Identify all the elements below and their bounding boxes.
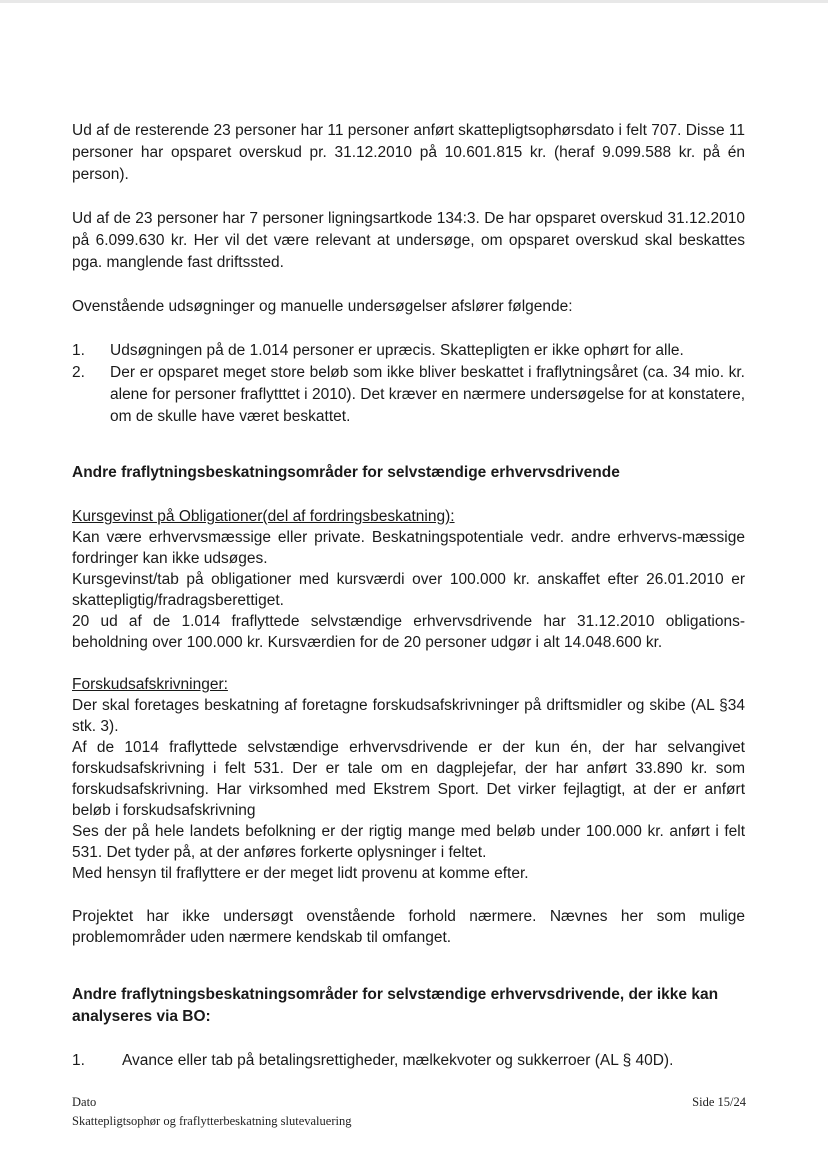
list-number: 1. <box>72 342 85 359</box>
list-text: Udsøgningen på de 1.014 personer er upræcis. Skattepligten er ikke ophørt for alle. <box>110 342 684 359</box>
list-number: 2. <box>72 364 85 381</box>
list-text: Avance eller tab på betalingsrettigheder, mælkekvoter og sukkerroer (AL § 40D). <box>122 1052 674 1069</box>
other-areas-list <box>72 1050 745 1072</box>
forskud-line-3: Ses der på hele landets befolkning er der rigtig mange med beløb under 100.000 kr. anført i felt 531. Det tyder på, at der anføres forkerte oplysninger i feltet. <box>72 823 745 861</box>
kursgevinst-line-1: Kan være erhvervsmæssige eller private. Beskatningspotentiale vedr. andre erhvervs-mæssige fordringer kan ikke udsøges. <box>72 529 745 567</box>
forskud-section <box>72 674 745 884</box>
kursgevinst-line-2: Kursgevinst/tab på obligationer med kursværdi over 100.000 kr. anskaffet efter 26.01.2010 er skattepligtig/fradragsberettiget. <box>72 571 745 609</box>
section-heading: Andre fraflytningsbeskatningsområder for selvstændige erhvervsdrivende <box>72 464 620 481</box>
forskud-line-4: Med hensyn til fraflyttere er der meget lidt provenu at komme efter. <box>72 865 529 882</box>
paragraph-1: Ud af de resterende 23 personer har 11 personer anført skattepligtsophørsdato i felt 707. Disse 11 personer har opsparet overskud pr. 31.12.2010 på 10.601.815 kr. (heraf 9.099.588 kr. på én person). <box>72 122 745 183</box>
list-number: 1. <box>72 1052 85 1069</box>
section-heading-2: Andre fraflytningsbeskatningsområder for selvstændige erhvervsdrivende, der ikke kan analyseres via BO: <box>72 986 719 1025</box>
kursgevinst-section <box>72 506 745 653</box>
footer-page-number: Side 15/24 <box>692 1095 746 1109</box>
footer-date-label: Dato <box>72 1095 97 1109</box>
document-page <box>72 120 745 1094</box>
paragraph-2: Ud af de 23 personer har 7 personer ligningsartkode 134:3. De har opsparet overskud 31.12.2010 på 6.099.630 kr. Her vil det være relevant at undersøge, om opsparet overskud skal beskattes pga. manglende fast driftssted. <box>72 210 745 271</box>
paragraph-3: Ovenstående udsøgninger og manuelle undersøgelser afslører følgende: <box>72 298 573 315</box>
footer-left <box>72 1093 351 1131</box>
forskud-line-2: Af de 1014 fraflyttede selvstændige erhvervsdrivende er der kun én, der har selvangivet forskudsafskrivning i felt 531. Der er tale om en dagplejefar, der har anført 33.890 kr. som forskudsafskrivning. Har virksomhed med Ekstrem Sport. Det virker fejlagtigt, at der er anført beløb i forskudsafskrivning <box>72 739 745 819</box>
forskud-line-1: Der skal foretages beskatning af foretagne forskudsafskrivninger på driftsmidler og skibe (AL §34 stk. 3). <box>72 697 745 735</box>
findings-list <box>72 340 745 428</box>
page-top-edge <box>0 0 828 3</box>
kursgevinst-title: Kursgevinst på Obligationer(del af fordringsbeskatning): <box>72 508 455 525</box>
list-item <box>72 362 745 428</box>
kursgevinst-line-3: 20 ud af de 1.014 fraflyttede selvstændige erhvervsdrivende har 31.12.2010 obligations-beholdning over 100.000 kr. Kursværdien for de 20 personer udgør i alt 14.048.600 kr. <box>72 613 745 651</box>
footer-document-title: Skattepligtsophør og fraflytterbeskatning slutevaluering <box>72 1114 352 1128</box>
paragraph-4: Projektet har ikke undersøgt ovenstående forhold nærmere. Nævnes her som mulige problemområder uden nærmere kendskab til omfanget. <box>72 908 745 946</box>
list-item <box>72 1050 745 1072</box>
list-item <box>72 340 745 362</box>
forskud-title: Forskudsafskrivninger: <box>72 676 228 693</box>
list-text: Der er opsparet meget store beløb som ikke bliver beskattet i fraflytningsåret (ca. 34 mio. kr. alene for personer fraflytttet i 2010). Det kræver en nærmere undersøgelse for at konstatere, om de skulle have været beskattet. <box>110 364 745 425</box>
